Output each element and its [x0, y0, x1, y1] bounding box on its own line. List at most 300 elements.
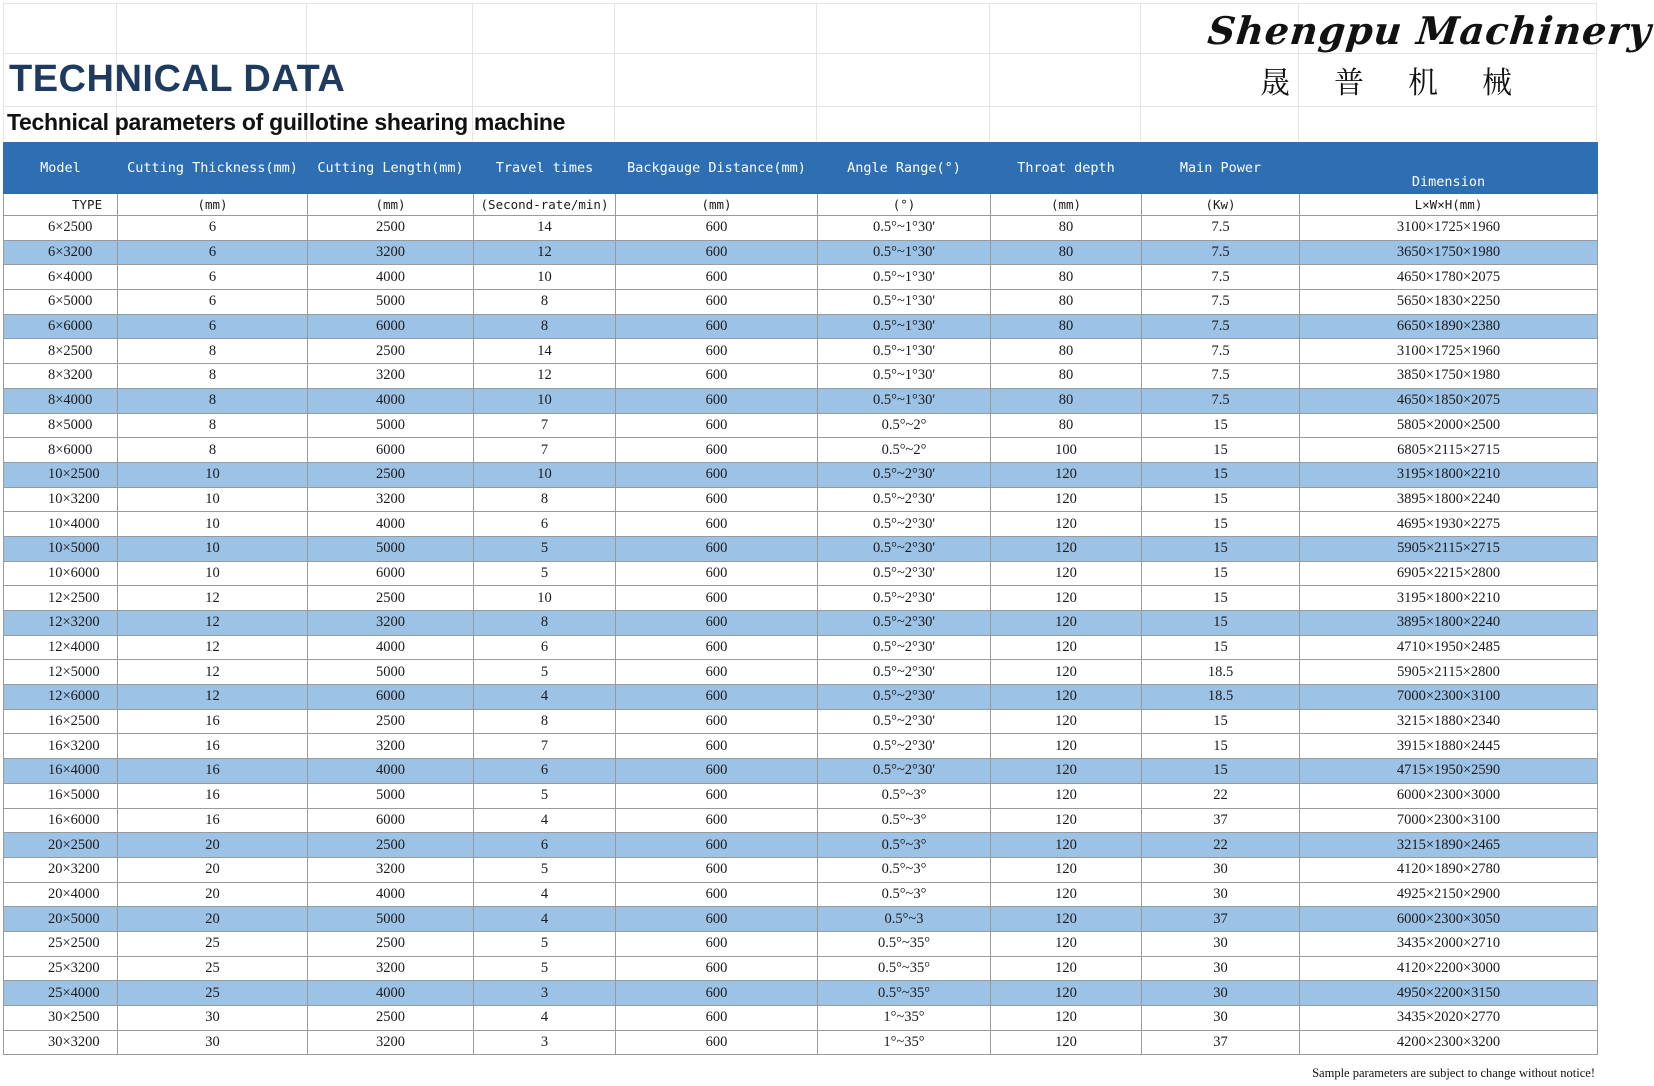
- cell-angle-range: 0.5°~2°30': [818, 586, 991, 611]
- cell-throat-depth: 100: [991, 438, 1142, 463]
- cell-cutting-length: 2500: [308, 1006, 474, 1031]
- brand-logo-text: Shengpu Machinery: [1205, 8, 1654, 53]
- cell-travel-times: 5: [474, 956, 616, 981]
- table-row: [4, 1030, 1598, 1055]
- cell-main-power: 22: [1142, 833, 1300, 858]
- cell-cutting-thickness: 6: [118, 240, 308, 265]
- cell-travel-times: 6: [474, 512, 616, 537]
- cell-angle-range: 0.5°~2°30': [818, 685, 991, 710]
- cell-angle-range: 0.5°~2°: [818, 438, 991, 463]
- cell-main-power: 7.5: [1142, 240, 1300, 265]
- table-row: [4, 833, 1598, 858]
- cell-angle-range: 0.5°~3°: [818, 833, 991, 858]
- cell-throat-depth: 120: [991, 611, 1142, 636]
- cell-main-power: 22: [1142, 783, 1300, 808]
- cell-angle-range: 0.5°~35°: [818, 931, 991, 956]
- cell-dimension: 7000×2300×3100: [1300, 685, 1598, 710]
- cell-dimension: 5905×2115×2800: [1300, 660, 1598, 685]
- cell-backgauge-distance: 600: [616, 660, 818, 685]
- cell-angle-range: 0.5°~1°30': [818, 216, 991, 241]
- cell-dimension: 6650×1890×2380: [1300, 314, 1598, 339]
- cell-cutting-length: 2500: [308, 709, 474, 734]
- cell-travel-times: 5: [474, 783, 616, 808]
- cell-cutting-thickness: 6: [118, 290, 308, 315]
- header-model: Model: [4, 143, 118, 194]
- cell-backgauge-distance: 600: [616, 808, 818, 833]
- cell-model: 12×2500: [4, 586, 118, 611]
- cell-cutting-length: 6000: [308, 561, 474, 586]
- cell-angle-range: 0.5°~2°30': [818, 660, 991, 685]
- cell-travel-times: 8: [474, 487, 616, 512]
- cell-main-power: 7.5: [1142, 314, 1300, 339]
- cell-cutting-thickness: 16: [118, 759, 308, 784]
- table-row: [4, 536, 1598, 561]
- cell-throat-depth: 120: [991, 734, 1142, 759]
- cell-backgauge-distance: 600: [616, 882, 818, 907]
- table-row: [4, 216, 1598, 241]
- cell-cutting-thickness: 6: [118, 314, 308, 339]
- cell-backgauge-distance: 600: [616, 388, 818, 413]
- unit-backgauge-distance: (mm): [616, 194, 818, 216]
- cell-angle-range: 0.5°~35°: [818, 956, 991, 981]
- table-row: [4, 783, 1598, 808]
- table-row: [4, 290, 1598, 315]
- cell-travel-times: 4: [474, 882, 616, 907]
- cell-throat-depth: 120: [991, 487, 1142, 512]
- cell-dimension: 7000×2300×3100: [1300, 808, 1598, 833]
- cell-angle-range: 0.5°~2°30': [818, 487, 991, 512]
- cell-cutting-length: 6000: [308, 808, 474, 833]
- cell-travel-times: 8: [474, 314, 616, 339]
- cell-dimension: 5805×2000×2500: [1300, 413, 1598, 438]
- cell-model: 8×5000: [4, 413, 118, 438]
- table-row: [4, 1006, 1598, 1031]
- cell-angle-range: 0.5°~2°30': [818, 536, 991, 561]
- header-dimension: Dimension: [1300, 143, 1598, 194]
- cell-cutting-thickness: 8: [118, 339, 308, 364]
- disclaimer-note: Sample parameters are subject to change without notice!: [1312, 1066, 1595, 1080]
- cell-cutting-thickness: 8: [118, 364, 308, 389]
- cell-backgauge-distance: 600: [616, 931, 818, 956]
- cell-cutting-length: 2500: [308, 216, 474, 241]
- cell-cutting-thickness: 10: [118, 512, 308, 537]
- cell-throat-depth: 120: [991, 931, 1142, 956]
- cell-angle-range: 0.5°~1°30': [818, 388, 991, 413]
- cell-travel-times: 10: [474, 462, 616, 487]
- cell-model: 6×4000: [4, 265, 118, 290]
- cell-cutting-thickness: 8: [118, 413, 308, 438]
- table-row: [4, 561, 1598, 586]
- cell-cutting-thickness: 10: [118, 487, 308, 512]
- cell-model: 6×6000: [4, 314, 118, 339]
- cell-cutting-thickness: 20: [118, 882, 308, 907]
- cell-main-power: 7.5: [1142, 216, 1300, 241]
- cell-main-power: 15: [1142, 536, 1300, 561]
- cell-main-power: 7.5: [1142, 364, 1300, 389]
- cell-angle-range: 0.5°~2°30': [818, 462, 991, 487]
- cell-travel-times: 12: [474, 364, 616, 389]
- cell-model: 25×3200: [4, 956, 118, 981]
- header-travel-times: Travel times: [474, 143, 616, 194]
- page-title: TECHNICAL DATA: [9, 58, 346, 100]
- cell-dimension: 4925×2150×2900: [1300, 882, 1598, 907]
- table-row: [4, 487, 1598, 512]
- cell-travel-times: 7: [474, 438, 616, 463]
- unit-model: TYPE: [4, 194, 118, 216]
- cell-main-power: 30: [1142, 956, 1300, 981]
- cell-cutting-thickness: 10: [118, 462, 308, 487]
- cell-cutting-length: 4000: [308, 265, 474, 290]
- cell-throat-depth: 120: [991, 857, 1142, 882]
- cell-throat-depth: 80: [991, 290, 1142, 315]
- cell-angle-range: 0.5°~3°: [818, 857, 991, 882]
- cell-dimension: 4200×2300×3200: [1300, 1030, 1598, 1055]
- unit-main-power: (Kw): [1142, 194, 1300, 216]
- cell-cutting-length: 6000: [308, 685, 474, 710]
- cell-model: 25×4000: [4, 981, 118, 1006]
- cell-dimension: 6905×2215×2800: [1300, 561, 1598, 586]
- cell-dimension: 4650×1780×2075: [1300, 265, 1598, 290]
- cell-cutting-length: 3200: [308, 1030, 474, 1055]
- cell-dimension: 6805×2115×2715: [1300, 438, 1598, 463]
- unit-cutting-thickness: (mm): [118, 194, 308, 216]
- cell-backgauge-distance: 600: [616, 216, 818, 241]
- cell-cutting-thickness: 8: [118, 388, 308, 413]
- cell-model: 16×6000: [4, 808, 118, 833]
- technical-parameters-table: [3, 142, 1598, 1055]
- cell-cutting-length: 5000: [308, 290, 474, 315]
- cell-dimension: 3100×1725×1960: [1300, 339, 1598, 364]
- cell-main-power: 30: [1142, 857, 1300, 882]
- cell-angle-range: 0.5°~1°30': [818, 265, 991, 290]
- cell-cutting-thickness: 30: [118, 1006, 308, 1031]
- cell-main-power: 7.5: [1142, 388, 1300, 413]
- cell-dimension: 4695×1930×2275: [1300, 512, 1598, 537]
- cell-travel-times: 8: [474, 709, 616, 734]
- cell-backgauge-distance: 600: [616, 611, 818, 636]
- table-row: [4, 808, 1598, 833]
- cell-main-power: 18.5: [1142, 685, 1300, 710]
- table-row: [4, 314, 1598, 339]
- cell-angle-range: 0.5°~2°30': [818, 611, 991, 636]
- cell-throat-depth: 80: [991, 413, 1142, 438]
- cell-cutting-thickness: 25: [118, 981, 308, 1006]
- cell-cutting-thickness: 16: [118, 783, 308, 808]
- table-row: [4, 339, 1598, 364]
- cell-dimension: 3215×1880×2340: [1300, 709, 1598, 734]
- header-cutting-thickness: Cutting Thickness(mm): [118, 143, 308, 194]
- cell-cutting-length: 4000: [308, 759, 474, 784]
- cell-cutting-thickness: 16: [118, 734, 308, 759]
- cell-travel-times: 3: [474, 1030, 616, 1055]
- cell-model: 12×3200: [4, 611, 118, 636]
- cell-cutting-thickness: 10: [118, 536, 308, 561]
- cell-throat-depth: 120: [991, 561, 1142, 586]
- cell-backgauge-distance: 600: [616, 339, 818, 364]
- cell-main-power: 15: [1142, 512, 1300, 537]
- cell-dimension: 3195×1800×2210: [1300, 586, 1598, 611]
- cell-travel-times: 5: [474, 536, 616, 561]
- cell-main-power: 30: [1142, 931, 1300, 956]
- cell-model: 16×3200: [4, 734, 118, 759]
- cell-travel-times: 10: [474, 388, 616, 413]
- cell-model: 6×3200: [4, 240, 118, 265]
- cell-throat-depth: 80: [991, 339, 1142, 364]
- cell-cutting-length: 5000: [308, 783, 474, 808]
- cell-cutting-length: 3200: [308, 857, 474, 882]
- cell-model: 20×5000: [4, 907, 118, 932]
- cell-angle-range: 0.5°~3: [818, 907, 991, 932]
- cell-angle-range: 0.5°~1°30': [818, 290, 991, 315]
- cell-model: 12×5000: [4, 660, 118, 685]
- cell-backgauge-distance: 600: [616, 290, 818, 315]
- header-throat-depth: Throat depth: [991, 143, 1142, 194]
- cell-model: 25×2500: [4, 931, 118, 956]
- cell-cutting-thickness: 8: [118, 438, 308, 463]
- cell-cutting-thickness: 16: [118, 709, 308, 734]
- cell-angle-range: 0.5°~2°30': [818, 759, 991, 784]
- unit-throat-depth: (mm): [991, 194, 1142, 216]
- cell-backgauge-distance: 600: [616, 487, 818, 512]
- cell-cutting-length: 2500: [308, 462, 474, 487]
- cell-travel-times: 5: [474, 857, 616, 882]
- header-main-power: Main Power: [1142, 143, 1300, 194]
- cell-main-power: 30: [1142, 1006, 1300, 1031]
- cell-throat-depth: 80: [991, 216, 1142, 241]
- header-cutting-length: Cutting Length(mm): [308, 143, 474, 194]
- cell-cutting-length: 5000: [308, 536, 474, 561]
- cell-cutting-length: 2500: [308, 931, 474, 956]
- cell-cutting-thickness: 20: [118, 907, 308, 932]
- cell-cutting-length: 5000: [308, 907, 474, 932]
- cell-travel-times: 4: [474, 1006, 616, 1031]
- cell-cutting-thickness: 12: [118, 586, 308, 611]
- table-row: [4, 364, 1598, 389]
- cell-backgauge-distance: 600: [616, 833, 818, 858]
- cell-model: 16×5000: [4, 783, 118, 808]
- cell-dimension: 5650×1830×2250: [1300, 290, 1598, 315]
- table-row: [4, 635, 1598, 660]
- cell-cutting-thickness: 6: [118, 216, 308, 241]
- table-row: [4, 413, 1598, 438]
- cell-main-power: 15: [1142, 561, 1300, 586]
- cell-travel-times: 5: [474, 931, 616, 956]
- cell-model: 16×2500: [4, 709, 118, 734]
- cell-model: 20×4000: [4, 882, 118, 907]
- cell-main-power: 15: [1142, 438, 1300, 463]
- table-units-row: [4, 194, 1598, 216]
- cell-throat-depth: 120: [991, 1006, 1142, 1031]
- cell-travel-times: 6: [474, 833, 616, 858]
- cell-dimension: 4120×1890×2780: [1300, 857, 1598, 882]
- cell-backgauge-distance: 600: [616, 783, 818, 808]
- cell-angle-range: 0.5°~1°30': [818, 364, 991, 389]
- cell-travel-times: 4: [474, 907, 616, 932]
- unit-angle-range: (°): [818, 194, 991, 216]
- table-row: [4, 709, 1598, 734]
- table-row: [4, 931, 1598, 956]
- table-row: [4, 734, 1598, 759]
- table-row: [4, 685, 1598, 710]
- cell-main-power: 15: [1142, 462, 1300, 487]
- cell-throat-depth: 120: [991, 783, 1142, 808]
- cell-dimension: 3195×1800×2210: [1300, 462, 1598, 487]
- cell-throat-depth: 80: [991, 388, 1142, 413]
- cell-angle-range: 0.5°~3°: [818, 882, 991, 907]
- table-row: [4, 882, 1598, 907]
- cell-backgauge-distance: 600: [616, 1006, 818, 1031]
- table-row: [4, 438, 1598, 463]
- cell-cutting-length: 3200: [308, 487, 474, 512]
- cell-cutting-thickness: 20: [118, 833, 308, 858]
- cell-model: 10×2500: [4, 462, 118, 487]
- cell-cutting-length: 4000: [308, 512, 474, 537]
- cell-main-power: 15: [1142, 709, 1300, 734]
- cell-throat-depth: 120: [991, 956, 1142, 981]
- table-row: [4, 907, 1598, 932]
- cell-backgauge-distance: 600: [616, 857, 818, 882]
- cell-model: 8×3200: [4, 364, 118, 389]
- cell-backgauge-distance: 600: [616, 685, 818, 710]
- cell-backgauge-distance: 600: [616, 1030, 818, 1055]
- cell-dimension: 5905×2115×2715: [1300, 536, 1598, 561]
- cell-dimension: 3650×1750×1980: [1300, 240, 1598, 265]
- cell-throat-depth: 120: [991, 1030, 1142, 1055]
- cell-dimension: 6000×2300×3000: [1300, 783, 1598, 808]
- cell-model: 16×4000: [4, 759, 118, 784]
- header-angle-range: Angle Range(°): [818, 143, 991, 194]
- cell-dimension: 3435×2000×2710: [1300, 931, 1598, 956]
- cell-dimension: 6000×2300×3050: [1300, 907, 1598, 932]
- cell-angle-range: 0.5°~2°30': [818, 709, 991, 734]
- cell-main-power: 18.5: [1142, 660, 1300, 685]
- table-row: [4, 981, 1598, 1006]
- cell-model: 30×3200: [4, 1030, 118, 1055]
- cell-throat-depth: 120: [991, 462, 1142, 487]
- cell-cutting-length: 6000: [308, 438, 474, 463]
- cell-throat-depth: 120: [991, 660, 1142, 685]
- cell-backgauge-distance: 600: [616, 981, 818, 1006]
- cell-throat-depth: 120: [991, 882, 1142, 907]
- unit-travel-times: (Second-rate/min): [474, 194, 616, 216]
- cell-travel-times: 8: [474, 290, 616, 315]
- cell-backgauge-distance: 600: [616, 907, 818, 932]
- cell-model: 30×2500: [4, 1006, 118, 1031]
- cell-cutting-length: 6000: [308, 314, 474, 339]
- cell-model: 10×3200: [4, 487, 118, 512]
- cell-throat-depth: 120: [991, 981, 1142, 1006]
- cell-cutting-length: 2500: [308, 833, 474, 858]
- cell-backgauge-distance: 600: [616, 734, 818, 759]
- cell-travel-times: 6: [474, 635, 616, 660]
- cell-angle-range: 0.5°~2°30': [818, 561, 991, 586]
- cell-main-power: 15: [1142, 611, 1300, 636]
- cell-main-power: 15: [1142, 413, 1300, 438]
- cell-backgauge-distance: 600: [616, 413, 818, 438]
- cell-dimension: 4950×2200×3150: [1300, 981, 1598, 1006]
- cell-throat-depth: 120: [991, 685, 1142, 710]
- cell-cutting-thickness: 6: [118, 265, 308, 290]
- cell-travel-times: 4: [474, 685, 616, 710]
- cell-backgauge-distance: 600: [616, 956, 818, 981]
- cell-throat-depth: 120: [991, 635, 1142, 660]
- cell-model: 10×4000: [4, 512, 118, 537]
- cell-backgauge-distance: 600: [616, 240, 818, 265]
- cell-throat-depth: 80: [991, 314, 1142, 339]
- cell-travel-times: 12: [474, 240, 616, 265]
- cell-main-power: 7.5: [1142, 290, 1300, 315]
- cell-cutting-length: 2500: [308, 339, 474, 364]
- cell-main-power: 15: [1142, 487, 1300, 512]
- cell-cutting-thickness: 12: [118, 685, 308, 710]
- table-row: [4, 462, 1598, 487]
- cell-cutting-length: 4000: [308, 882, 474, 907]
- cell-travel-times: 10: [474, 265, 616, 290]
- cell-cutting-length: 4000: [308, 635, 474, 660]
- cell-cutting-thickness: 25: [118, 931, 308, 956]
- cell-dimension: 3850×1750×1980: [1300, 364, 1598, 389]
- cell-model: 8×6000: [4, 438, 118, 463]
- cell-travel-times: 6: [474, 759, 616, 784]
- cell-backgauge-distance: 600: [616, 462, 818, 487]
- cell-model: 8×2500: [4, 339, 118, 364]
- cell-travel-times: 14: [474, 216, 616, 241]
- cell-cutting-length: 5000: [308, 413, 474, 438]
- cell-model: 6×5000: [4, 290, 118, 315]
- cell-backgauge-distance: 600: [616, 709, 818, 734]
- unit-dimension: L×W×H(mm): [1300, 194, 1598, 216]
- cell-angle-range: 0.5°~1°30': [818, 314, 991, 339]
- cell-angle-range: 0.5°~3°: [818, 808, 991, 833]
- cell-travel-times: 5: [474, 561, 616, 586]
- cell-travel-times: 8: [474, 611, 616, 636]
- cell-throat-depth: 120: [991, 759, 1142, 784]
- cell-dimension: 3895×1800×2240: [1300, 487, 1598, 512]
- cell-main-power: 30: [1142, 981, 1300, 1006]
- cell-backgauge-distance: 600: [616, 561, 818, 586]
- cell-main-power: 37: [1142, 808, 1300, 833]
- cell-throat-depth: 120: [991, 536, 1142, 561]
- cell-angle-range: 0.5°~35°: [818, 981, 991, 1006]
- cell-main-power: 37: [1142, 1030, 1300, 1055]
- cell-dimension: 3215×1890×2465: [1300, 833, 1598, 858]
- cell-travel-times: 10: [474, 586, 616, 611]
- table-subtitle: Technical parameters of guillotine shearing machine: [7, 109, 566, 135]
- table-row: [4, 611, 1598, 636]
- cell-angle-range: 0.5°~3°: [818, 783, 991, 808]
- cell-throat-depth: 80: [991, 364, 1142, 389]
- cell-cutting-length: 3200: [308, 240, 474, 265]
- cell-cutting-length: 3200: [308, 956, 474, 981]
- cell-dimension: 4715×1950×2590: [1300, 759, 1598, 784]
- header-backgauge-distance: Backgauge Distance(mm): [616, 143, 818, 194]
- cell-backgauge-distance: 600: [616, 512, 818, 537]
- cell-dimension: 3895×1800×2240: [1300, 611, 1598, 636]
- cell-throat-depth: 120: [991, 586, 1142, 611]
- cell-travel-times: 14: [474, 339, 616, 364]
- cell-model: 20×3200: [4, 857, 118, 882]
- cell-travel-times: 5: [474, 660, 616, 685]
- table-row: [4, 240, 1598, 265]
- cell-backgauge-distance: 600: [616, 586, 818, 611]
- cell-backgauge-distance: 600: [616, 759, 818, 784]
- cell-model: 12×6000: [4, 685, 118, 710]
- cell-main-power: 15: [1142, 586, 1300, 611]
- table-row: [4, 265, 1598, 290]
- cell-cutting-length: 2500: [308, 586, 474, 611]
- cell-main-power: 37: [1142, 907, 1300, 932]
- cell-model: 12×4000: [4, 635, 118, 660]
